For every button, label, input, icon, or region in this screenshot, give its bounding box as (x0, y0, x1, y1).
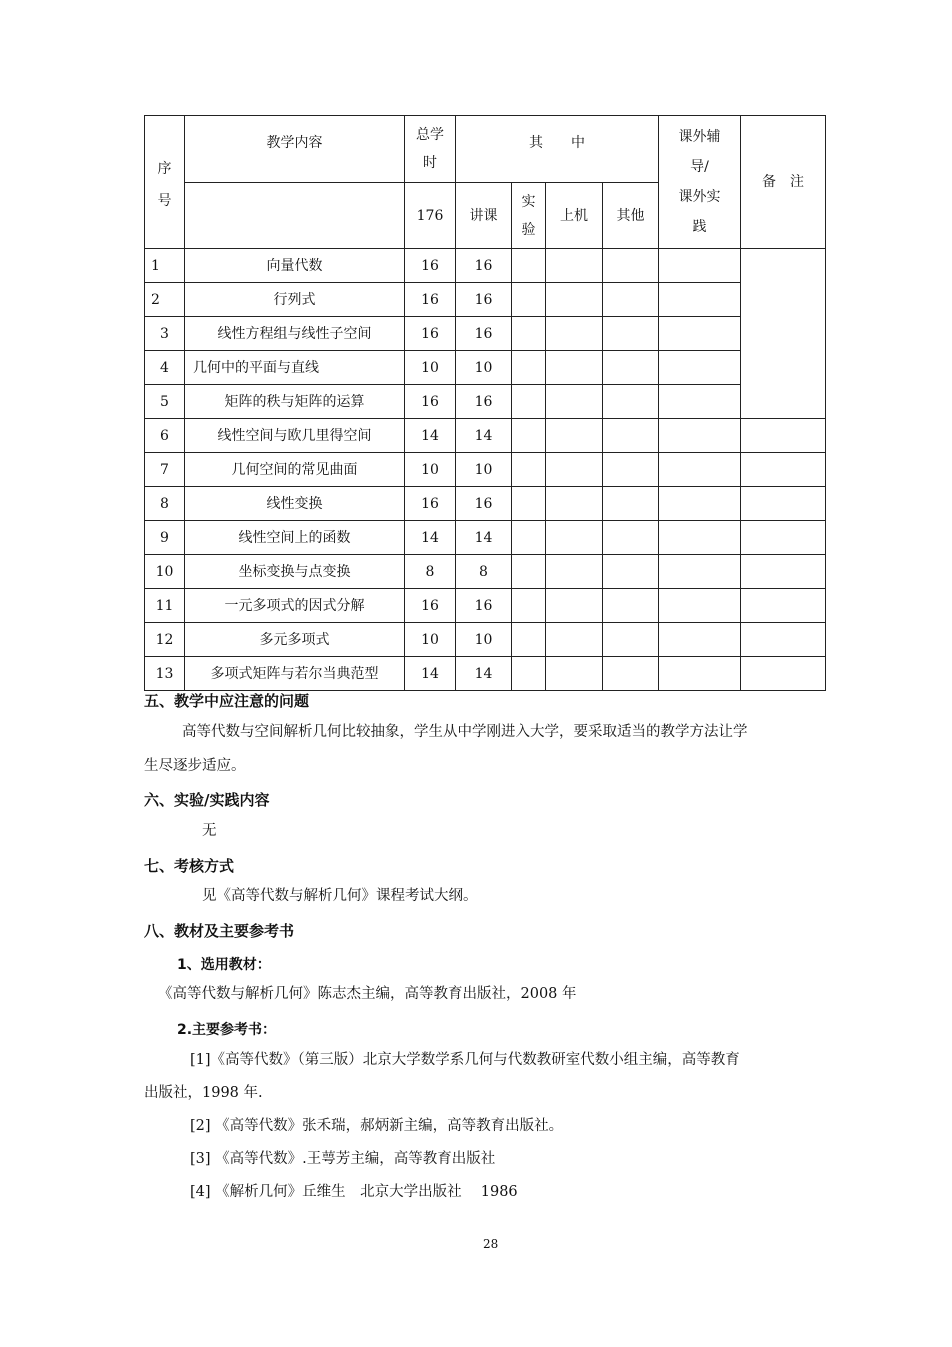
row-experiment (512, 385, 546, 419)
row-remarks (741, 657, 826, 691)
row-other (603, 419, 659, 453)
row-extracurricular (659, 657, 741, 691)
row-experiment (512, 623, 546, 657)
row-total: 8 (405, 555, 456, 589)
row-content: 线性空间上的函数 (185, 521, 405, 555)
header-total-value: 176 (405, 183, 456, 249)
row-extracurricular (659, 283, 741, 317)
row-total: 10 (405, 623, 456, 657)
remarks-merged (741, 249, 826, 419)
section-8-subheading-textbook: 1、选用教材： (177, 957, 271, 973)
row-other (603, 453, 659, 487)
row-content: 行列式 (185, 283, 405, 317)
section-6-body: 无 (202, 823, 217, 839)
row-other (603, 385, 659, 419)
section-6-heading: 六、实验/实践内容 (144, 791, 270, 809)
row-lecture: 16 (456, 589, 512, 623)
row-experiment (512, 249, 546, 283)
row-lecture: 16 (456, 317, 512, 351)
table-row (145, 487, 826, 521)
row-extracurricular (659, 589, 741, 623)
section-8-heading: 八、教材及主要参考书 (144, 922, 295, 940)
reference-1-line2: 出版社，1998 年. (144, 1085, 263, 1101)
table-row (145, 589, 826, 623)
row-experiment (512, 283, 546, 317)
row-extracurricular (659, 419, 741, 453)
row-computer (546, 283, 603, 317)
row-computer (546, 385, 603, 419)
table-row (145, 419, 826, 453)
row-extracurricular (659, 317, 741, 351)
header-other: 其他 (603, 183, 659, 249)
table-row (145, 623, 826, 657)
section-5-paragraph-line1: 高等代数与空间解析几何比较抽象，学生从中学刚进入大学，要采取适当的教学方法让学 (182, 724, 748, 740)
row-remarks (741, 589, 826, 623)
header-content: 教学内容 (185, 116, 405, 183)
reference-4: [4] 《解析几何》丘维生 北京大学出版社 1986 (190, 1184, 518, 1200)
row-other (603, 249, 659, 283)
row-experiment (512, 317, 546, 351)
section-5-paragraph-line2: 生尽逐步适应。 (144, 758, 246, 774)
row-content: 线性方程组与线性子空间 (185, 317, 405, 351)
row-lecture: 14 (456, 657, 512, 691)
row-content: 几何中的平面与直线 (185, 351, 405, 385)
row-extracurricular (659, 555, 741, 589)
row-remarks (741, 555, 826, 589)
section-7-body: 见《高等代数与解析几何》课程考试大纲。 (202, 888, 478, 904)
section-7-heading: 七、考核方式 (144, 857, 235, 875)
row-other (603, 317, 659, 351)
row-number: 4 (145, 351, 185, 385)
row-experiment (512, 521, 546, 555)
textbook-entry: 《高等代数与解析几何》陈志杰主编，高等教育出版社，2008 年 (158, 986, 577, 1002)
row-extracurricular (659, 487, 741, 521)
row-content: 矩阵的秩与矩阵的运算 (185, 385, 405, 419)
header-content-blank (185, 183, 405, 249)
row-other (603, 521, 659, 555)
row-content: 一元多项式的因式分解 (185, 589, 405, 623)
row-experiment (512, 555, 546, 589)
row-remarks (741, 623, 826, 657)
row-other (603, 589, 659, 623)
row-remarks (741, 419, 826, 453)
row-number: 9 (145, 521, 185, 555)
row-lecture: 16 (456, 249, 512, 283)
header-lecture: 讲课 (456, 183, 512, 249)
row-content: 向量代数 (185, 249, 405, 283)
table-row (145, 249, 826, 283)
row-other (603, 283, 659, 317)
row-remarks (741, 487, 826, 521)
section-5-heading: 五、教学中应注意的问题 (144, 692, 310, 710)
row-computer (546, 249, 603, 283)
row-total: 16 (405, 385, 456, 419)
teaching-content-table (144, 115, 826, 691)
row-total: 10 (405, 453, 456, 487)
row-total: 16 (405, 249, 456, 283)
row-content: 线性变换 (185, 487, 405, 521)
row-total: 16 (405, 283, 456, 317)
row-lecture: 10 (456, 453, 512, 487)
row-experiment (512, 419, 546, 453)
row-lecture: 10 (456, 351, 512, 385)
row-lecture: 8 (456, 555, 512, 589)
row-lecture: 16 (456, 283, 512, 317)
row-number: 13 (145, 657, 185, 691)
header-extracurricular: 课外辅 导/ 课外实 践 (659, 116, 741, 249)
table-row (145, 317, 826, 351)
row-experiment (512, 487, 546, 521)
row-lecture: 16 (456, 385, 512, 419)
row-number: 5 (145, 385, 185, 419)
table-row (145, 521, 826, 555)
row-remarks (741, 521, 826, 555)
row-other (603, 623, 659, 657)
header-among: 其 中 (456, 116, 659, 183)
row-lecture: 14 (456, 419, 512, 453)
row-total: 10 (405, 351, 456, 385)
reference-2: [2] 《高等代数》张禾瑞，郝炳新主编，高等教育出版社。 (190, 1118, 564, 1134)
row-extracurricular (659, 453, 741, 487)
row-content: 线性空间与欧几里得空间 (185, 419, 405, 453)
row-total: 14 (405, 657, 456, 691)
row-number: 11 (145, 589, 185, 623)
row-number: 7 (145, 453, 185, 487)
reference-1-line1: [1]《高等代数》（第三版）北京大学数学系几何与代数教研室代数小组主编，高等教育 (190, 1052, 740, 1068)
row-computer (546, 521, 603, 555)
row-computer (546, 555, 603, 589)
row-extracurricular (659, 623, 741, 657)
row-lecture: 16 (456, 487, 512, 521)
row-computer (546, 657, 603, 691)
header-total-hours: 总学 时 (405, 116, 456, 183)
row-experiment (512, 351, 546, 385)
row-total: 16 (405, 487, 456, 521)
row-computer (546, 351, 603, 385)
row-extracurricular (659, 351, 741, 385)
row-number: 8 (145, 487, 185, 521)
row-number: 12 (145, 623, 185, 657)
row-content: 多项式矩阵与若尔当典范型 (185, 657, 405, 691)
table-row (145, 555, 826, 589)
row-computer (546, 317, 603, 351)
row-other (603, 657, 659, 691)
header-seq: 序 号 (145, 116, 185, 249)
row-experiment (512, 453, 546, 487)
row-number: 10 (145, 555, 185, 589)
table-row (145, 657, 826, 691)
row-number: 6 (145, 419, 185, 453)
row-lecture: 10 (456, 623, 512, 657)
row-extracurricular (659, 249, 741, 283)
row-experiment (512, 657, 546, 691)
row-remarks (741, 453, 826, 487)
row-total: 14 (405, 521, 456, 555)
row-extracurricular (659, 385, 741, 419)
row-total: 16 (405, 317, 456, 351)
row-computer (546, 623, 603, 657)
table-row (145, 453, 826, 487)
row-extracurricular (659, 521, 741, 555)
row-lecture: 14 (456, 521, 512, 555)
table-row (145, 351, 826, 385)
row-content: 坐标变换与点变换 (185, 555, 405, 589)
header-remarks: 备 注 (741, 116, 826, 249)
row-total: 14 (405, 419, 456, 453)
table-row (145, 283, 826, 317)
row-total: 16 (405, 589, 456, 623)
reference-3: [3] 《高等代数》.王萼芳主编，高等教育出版社 (190, 1151, 496, 1167)
row-computer (546, 419, 603, 453)
row-experiment (512, 589, 546, 623)
section-8-subheading-references: 2.主要参考书： (177, 1022, 277, 1038)
row-other (603, 487, 659, 521)
header-experiment: 实 验 (512, 183, 546, 249)
row-number: 2 (145, 283, 185, 317)
row-computer (546, 589, 603, 623)
row-content: 多元多项式 (185, 623, 405, 657)
row-number: 1 (145, 249, 185, 283)
table-row (145, 385, 826, 419)
header-computer: 上机 (546, 183, 603, 249)
row-content: 几何空间的常见曲面 (185, 453, 405, 487)
page-number: 28 (483, 1237, 499, 1251)
row-computer (546, 487, 603, 521)
row-other (603, 351, 659, 385)
row-computer (546, 453, 603, 487)
row-other (603, 555, 659, 589)
row-number: 3 (145, 317, 185, 351)
